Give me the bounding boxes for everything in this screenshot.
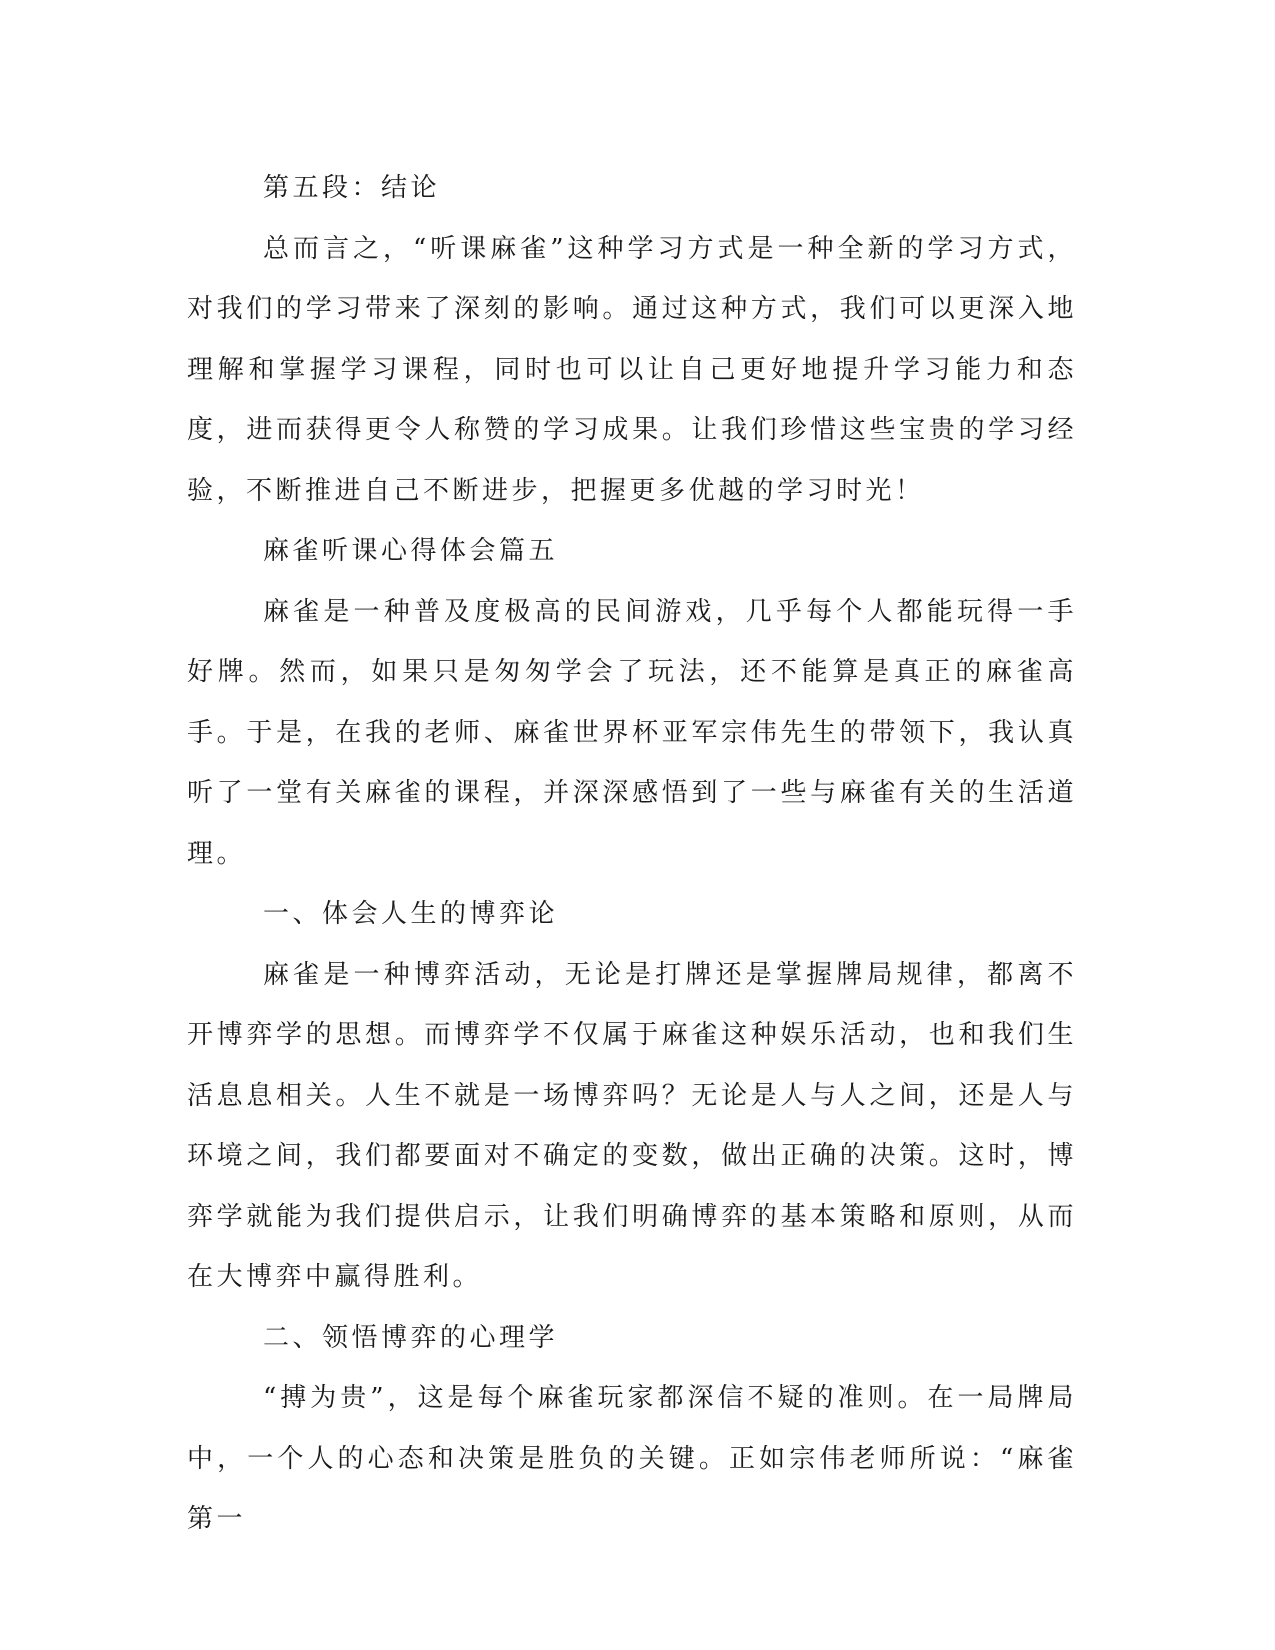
paragraph-game-theory: 麻雀是一种博弈活动，无论是打牌还是掌握牌局规律，都离不开博弈学的思想。而博弈学不仅属于麻雀这种娱乐活动，也和我们生活息息相关。人生不就是一场博弈吗？无论是人与人之间，还是人与环境之间，我们都要面对不确定的变数，做出正确的决策。这时，博弈学就能为我们提供启示，让我们明确博弈的基本策略和原则，从而在大博弈中赢得胜利。 <box>187 959 1077 1292</box>
paragraph-psychology: “搏为贵”，这是每个麻雀玩家都深信不疑的准则。在一局牌局中，一个人的心态和决策是胜负的关键。正如宗伟老师所说：“麻雀第一 <box>187 1383 1077 1534</box>
section-heading-2: 二、领悟博弈的心理学 <box>263 1322 559 1353</box>
document-body <box>187 158 1077 1550</box>
section-heading-conclusion: 第五段：结论 <box>263 173 441 203</box>
paragraph-intro: 麻雀是一种普及度极高的民间游戏，几乎每个人都能玩得一手好牌。然而，如果只是匆匆学会了玩法，还不能算是真正的麻雀高手。于是，在我的老师、麻雀世界杯亚军宗伟先生的带领下，我认真听了一堂有关麻雀的课程，并深深感悟到了一些与麻雀有关的生活道理。 <box>187 596 1077 869</box>
section-heading-1: 一、体会人生的博弈论 <box>263 899 559 929</box>
paragraph-conclusion: 总而言之，“听课麻雀”这种学习方式是一种全新的学习方式，对我们的学习带来了深刻的影响。通过这种方式，我们可以更深入地理解和掌握学习课程，同时也可以让自己更好地提升学习能力和态度，进而获得更令人称赞的学习成果。让我们珍惜这些宝贵的学习经验，不断推进自己不断进步，把握更多优越的学习时光！ <box>187 233 1077 506</box>
article-title: 麻雀听课心得体会篇五 <box>263 536 559 566</box>
